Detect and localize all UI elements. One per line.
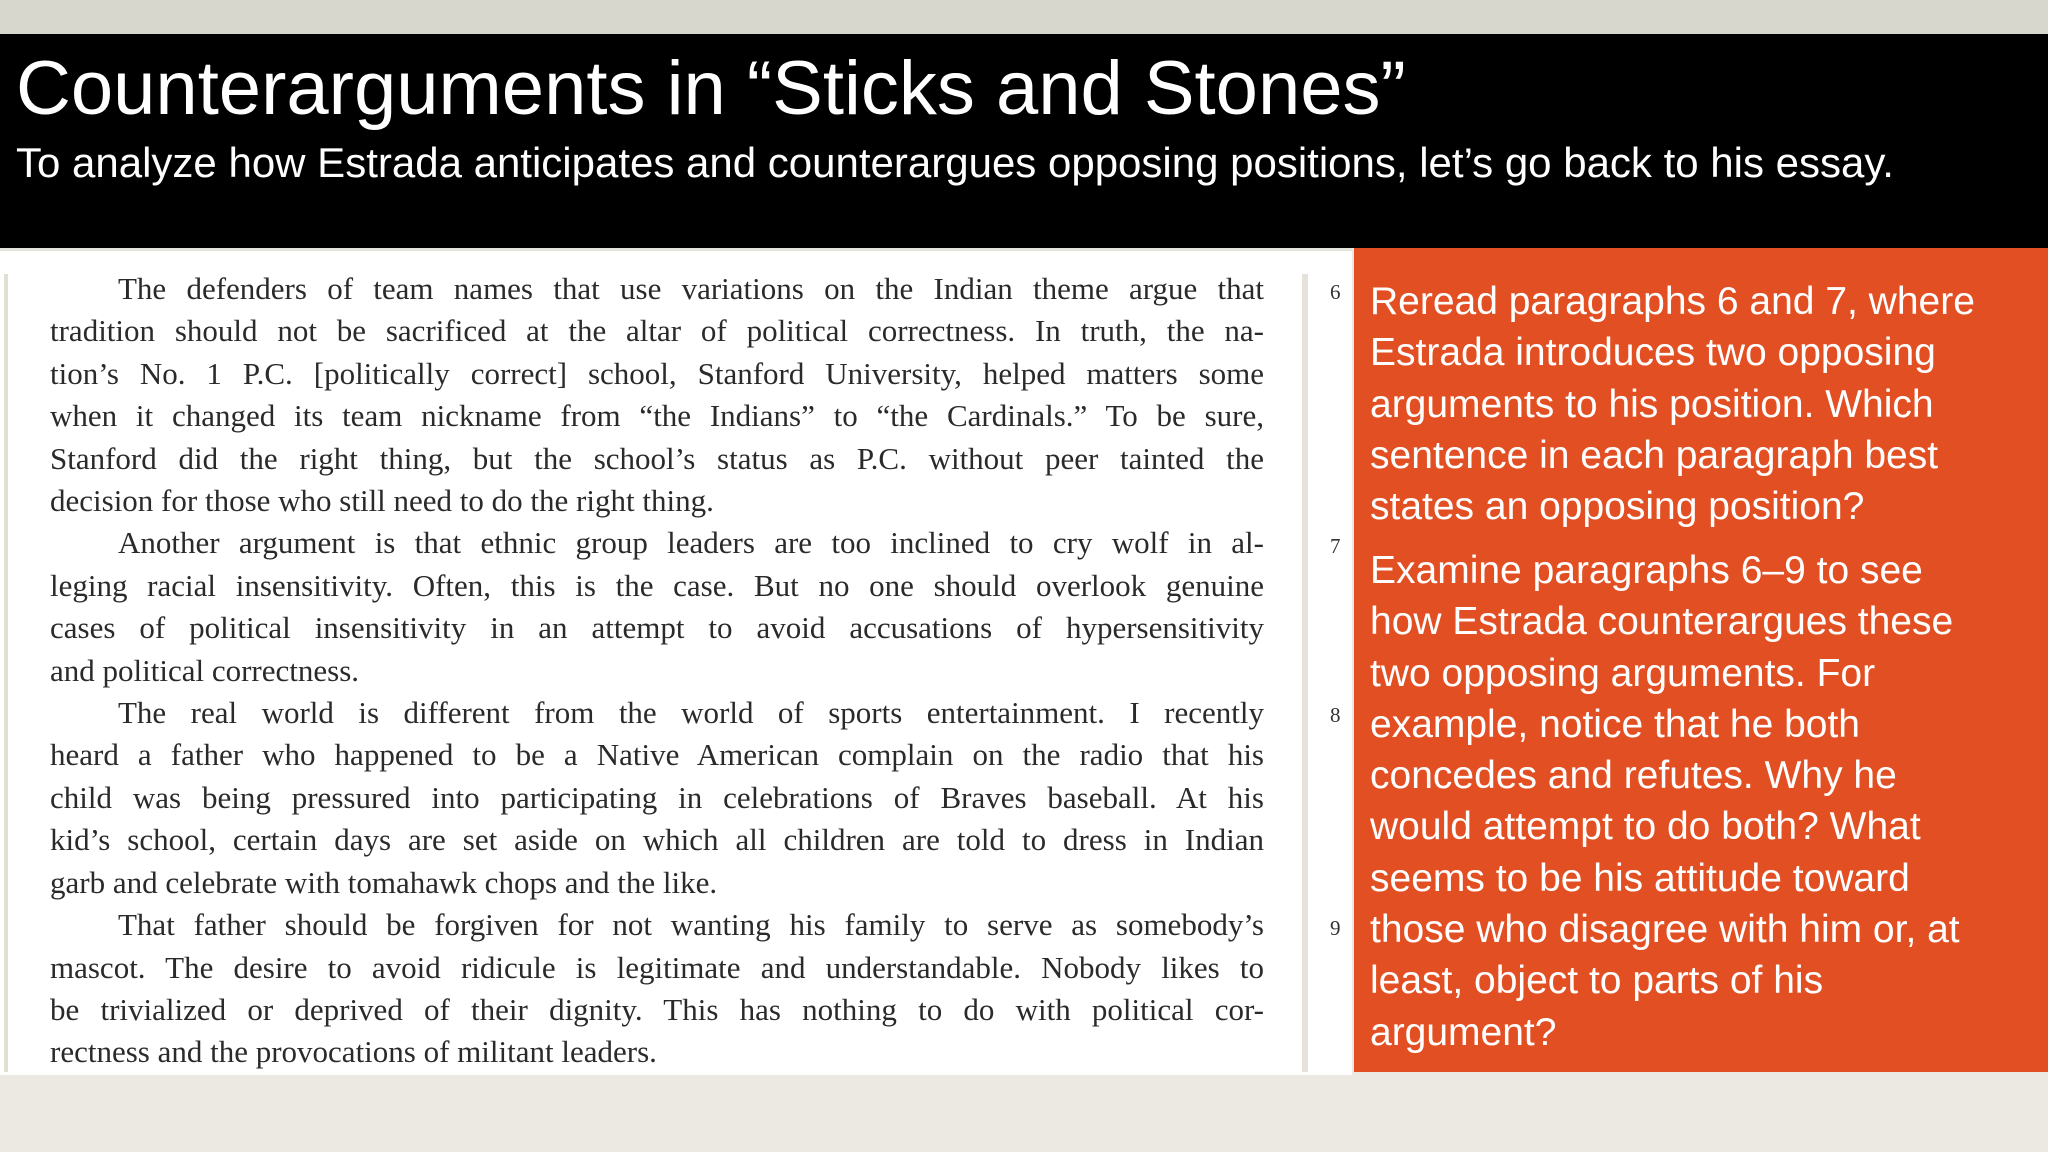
top-strip — [0, 0, 2048, 34]
essay-line: cases of political insensitivity in an attempt to avoid accusations of hypersensitivity — [50, 610, 1264, 646]
essay-paragraph-6 — [50, 268, 1264, 522]
essay-line: tradition should not be sacrificed at the altar of political correctness. In truth, the na- — [50, 313, 1264, 349]
page-fold-shadow — [1302, 274, 1308, 1072]
prompt-line: states an opposing position? — [1370, 485, 1865, 529]
essay-line: kid’s school, certain days are set aside on which all children are told to dress in Indian — [50, 822, 1264, 858]
essay-line: mascot. The desire to avoid ridicule is legitimate and understandable. Nobody likes to — [50, 949, 1264, 985]
prompt-reread — [1370, 276, 2040, 532]
essay-line: That father should be forgiven for not wanting his family to serve as somebody’s — [118, 907, 1264, 943]
paragraph-number-9: 9 — [1330, 916, 1341, 940]
prompt-line: sentence in each paragraph best — [1370, 433, 1939, 477]
essay-line: and political correctness. — [50, 652, 360, 688]
paragraph-number-8: 8 — [1330, 703, 1341, 727]
prompt-line: least, object to parts of his — [1370, 959, 1824, 1003]
prompt-line: argument? — [1370, 1010, 1557, 1054]
paragraph-number-7: 7 — [1330, 534, 1341, 558]
prompt-line: example, notice that he both — [1370, 702, 1860, 746]
prompt-line: those who disagree with him or, at — [1370, 908, 1960, 952]
prompt-line: concedes and refutes. Why he — [1370, 754, 1897, 798]
prompt-line: how Estrada counterargues these — [1370, 600, 1954, 644]
slide-title: Counterarguments in “Sticks and Stones” — [16, 46, 1406, 131]
essay-line: The defenders of team names that use variations on the Indian theme argue that — [118, 271, 1264, 306]
essay-line: The real world is different from the world of sports entertainment. I recently — [118, 695, 1264, 731]
prompt-examine — [1370, 545, 2040, 1058]
essay-line: when it changed its team nickname from “the Indians” to “the Cardinals.” To be sure, — [50, 398, 1264, 434]
prompt-line: would attempt to do both? What — [1370, 805, 1921, 849]
prompt-line: arguments to his position. Which — [1370, 382, 1934, 426]
essay-line: be trivialized or deprived of their dignity. This has nothing to do with political cor- — [50, 991, 1264, 1027]
essay-line: Another argument is that ethnic group leaders are too inclined to cry wolf in al- — [118, 525, 1264, 561]
prompt-line: Reread paragraphs 6 and 7, where — [1370, 280, 1975, 323]
essay-line: rectness and the provocations of militant leaders. — [50, 1034, 657, 1070]
page-edge — [4, 274, 8, 1072]
slide-subtitle: To analyze how Estrada anticipates and counterargues opposing positions, let’s go back to his essay. — [16, 139, 1894, 186]
prompt-line: two opposing arguments. For — [1370, 651, 1876, 695]
essay-line: heard a father who happened to be a Native American complain on the radio that his — [50, 737, 1264, 773]
essay-line: garb and celebrate with tomahawk chops and the like. — [50, 864, 718, 900]
essay-line: Stanford did the right thing, but the school’s status as P.C. without peer tainted the — [50, 440, 1264, 476]
essay-line: leging racial insensitivity. Often, this is the case. But no one should overlook genuine — [50, 567, 1264, 603]
prompt-line: seems to be his attitude toward — [1370, 856, 1910, 900]
essay-line: tion’s No. 1 P.C. [politically correct] school, Stanford University, helped matters some — [50, 355, 1264, 391]
essay-excerpt — [50, 268, 1264, 1074]
prompt-line: Examine paragraphs 6–9 to see — [1370, 549, 1923, 592]
paragraph-number-6: 6 — [1330, 280, 1341, 304]
essay-paragraph-9 — [50, 904, 1264, 1074]
essay-paragraph-7 — [50, 522, 1264, 692]
essay-line: child was being pressured into participating in celebrations of Braves baseball. At his — [50, 779, 1264, 815]
essay-line: decision for those who still need to do the right thing. — [50, 483, 714, 519]
prompt-line: Estrada introduces two opposing — [1370, 331, 1936, 375]
essay-paragraph-8 — [50, 692, 1264, 904]
